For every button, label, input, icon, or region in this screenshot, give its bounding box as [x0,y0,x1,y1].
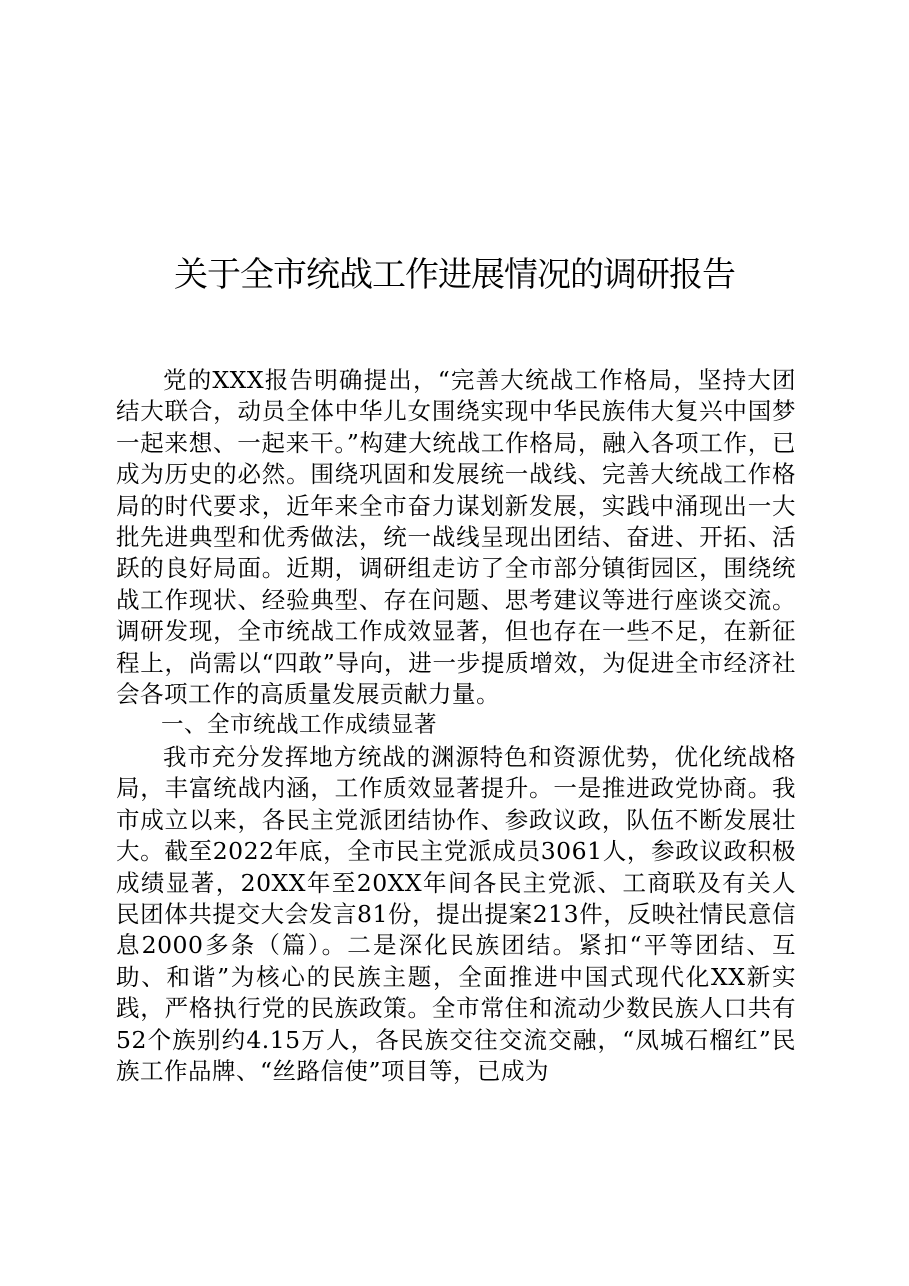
section-heading: 一、全市统战工作成绩显著 [161,712,438,739]
section-1-paragraph: 我市充分发挥地方统战的渊源特色和资源优势，优化统战格局，丰富统战内涵，工作质效显著提升。一是推进政党协商。我市成立以来，各民主党派团结协作、参政议政，队伍不断发展壮大。截至2022年底，全市民主党派成员3061人，参政议政积极成绩显著，20XX年至20XX年间各民主党派、工商联及有关人民团体共提交大会发言81份，提出提案213件，反映社情民意信息2000多条（篇）。二是深化民族团结。紧扣“平等团结、互助、和谐”为核心的民族主题，全面推进中国式现代化XX新实践，严格执行党的民族政策。全市常住和流动少数民族人口共有52个族别约4.15万人，各民族交往交流交融，“凤城石榴红”民族工作品牌、“丝路信使”项目等，已成为 [116,742,796,1085]
document-title: 关于全市统战工作进展情况的调研报告 [174,255,735,295]
intro-paragraph: 党的XXX报告明确提出，“完善大统战工作格局，坚持大团结大联合，动员全体中华儿女围绕实现中华民族伟大复兴中国梦一起来想、一起来干。”构建大统战工作格局，融入各项工作，已成为历史的必然。围绕巩固和发展统一战线、完善大统战工作格局的时代要求，近年来全市奋力谋划新发展，实践中涌现出一大批先进典型和优秀做法，统一战线呈现出团结、奋进、开拓、活跃的良好局面。近期，调研组走访了全市部分镇街园区，围绕统战工作现状、经验典型、存在问题、思考建议等进行座谈交流。调研发现，全市统战工作成效显著，但也存在一些不足，在新征程上，尚需以“四敢”导向，进一步提质增效，为促进全市经济社会各项工作的高质量发展贡献力量。 [116,366,796,709]
document-body [116,365,796,1087]
